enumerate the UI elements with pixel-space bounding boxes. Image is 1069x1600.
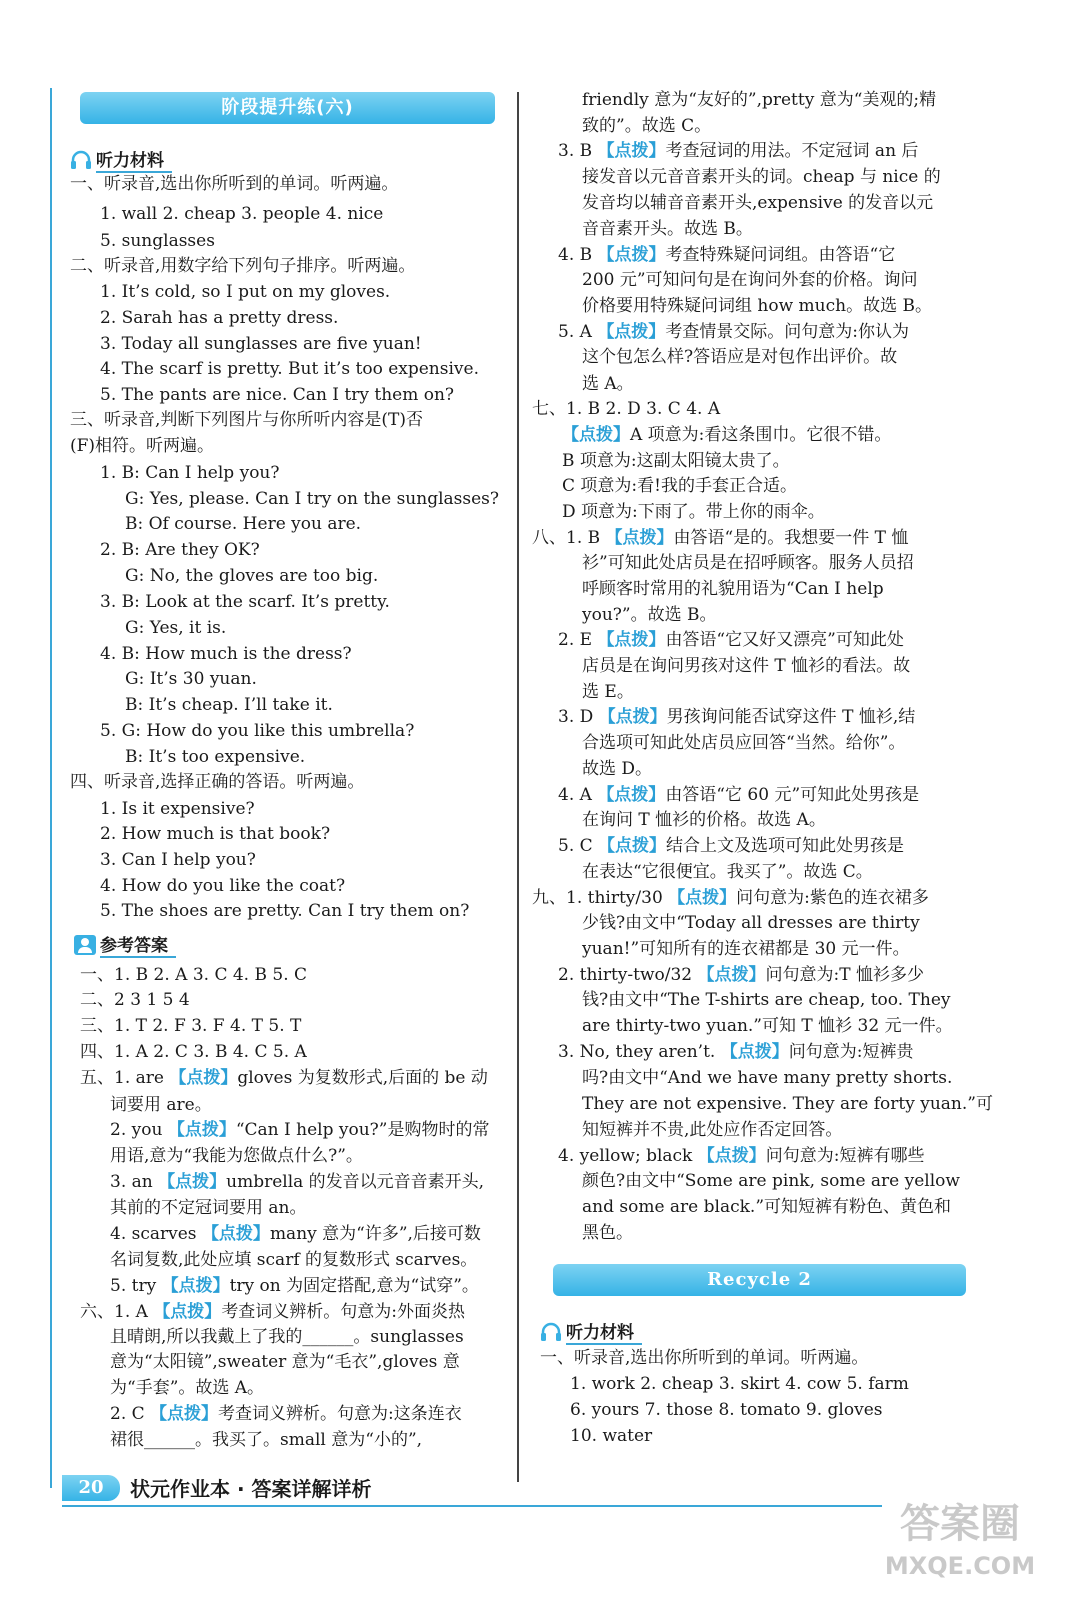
- text-line: 1. Is it expensive?: [100, 799, 255, 819]
- text-line: 2. How much is that book?: [100, 824, 331, 844]
- hint-tag: 【点拨】: [597, 630, 666, 650]
- answer-line: 九、1. thirty/30 【点拨】问句意为:紫色的连衣裙多: [532, 888, 929, 908]
- answer-line: 200 元”可知问句是在询问外套的价格。询问: [582, 270, 918, 290]
- answer-line: 5. try 【点拨】try on 为固定搭配,意为“试穿”。: [110, 1276, 479, 1296]
- text-line: B: It’s too expensive.: [125, 747, 306, 767]
- answer-line: They are not expensive. They are forty yuan.”可: [582, 1094, 993, 1114]
- section-banner-recycle: Recycle 2: [553, 1264, 966, 1296]
- answer-line: 5. A 【点拨】考查情景交际。问句意为:你认为: [558, 322, 910, 342]
- answer-line: 这个包怎么样?答语应是对包作出评价。故: [582, 347, 898, 367]
- watermark-text: 答案圈: [900, 1501, 1020, 1547]
- answer-line: 4. scarves 【点拨】many 意为“许多”,后接可数: [110, 1224, 481, 1244]
- page-number: 20: [62, 1475, 120, 1501]
- answer-line: 八、1. B 【点拨】由答语“是的。我想要一件 T 恤: [532, 528, 909, 548]
- answer-line: friendly 意为“友好的”,pretty 意为“美观的;精: [582, 90, 937, 110]
- text-line: 5. The shoes are pretty. Can I try them on?: [100, 901, 470, 921]
- answer-line: 词要用 are。: [110, 1095, 212, 1115]
- answers-heading: [74, 931, 176, 958]
- hint-tag: 【点拨】: [668, 888, 737, 908]
- answer-line: 其前的不定冠词要用 an。: [110, 1198, 307, 1218]
- text-line: 4. B: How much is the dress?: [100, 644, 352, 664]
- hint-tag: 【点拨】: [562, 425, 630, 445]
- answer-line: 3. B 【点拨】考查冠词的用法。不定冠词 an 后: [558, 141, 919, 161]
- page-footer: [62, 1473, 372, 1502]
- answer-line: 裙很______。我买了。small 意为“小的”,: [110, 1430, 423, 1450]
- hint-tag: 【点拨】: [153, 1302, 222, 1322]
- answer-line: D 项意为:下雨了。带上你的雨伞。: [562, 502, 825, 522]
- answer-line: 4. A 【点拨】由答语“它 60 元”可知此处男孩是: [558, 785, 920, 805]
- hint-tag: 【点拨】: [697, 965, 766, 985]
- answer-line: 5. C 【点拨】结合上文及选项可知此处男孩是: [558, 836, 905, 856]
- answer-line: 4. B 【点拨】考查特殊疑问词组。由答语“它: [558, 245, 896, 265]
- text-line: G: No, the gloves are too big.: [125, 566, 379, 586]
- hint-tag: 【点拨】: [150, 1404, 219, 1424]
- text-line: 一、听录音,选出你所听到的单词。听两遍。: [70, 174, 399, 194]
- hint-tag: 【点拨】: [605, 528, 674, 548]
- hint-tag: 【点拨】: [597, 785, 666, 805]
- text-line: 1. work 2. cheap 3. skirt 4. cow 5. farm: [570, 1374, 909, 1394]
- text-line: (F)相符。听两遍。: [70, 436, 215, 456]
- answer-line: 3. No, they aren’t. 【点拨】问句意为:短裤贵: [558, 1042, 914, 1062]
- answer-line: 一、1. B 2. A 3. C 4. B 5. C: [80, 965, 308, 985]
- answer-line: 吗?由文中“And we have many pretty shorts.: [582, 1068, 953, 1088]
- left-margin-line: [50, 88, 52, 1488]
- answer-line: 黑色。: [582, 1223, 633, 1243]
- listening-heading-left: [70, 146, 172, 173]
- text-line: 1. B: Can I help you?: [100, 463, 280, 483]
- text-line: G: Yes, please. Can I try on the sunglasses?: [125, 489, 499, 509]
- answer-line: 在表达“它很便宜。我买了”。故选 C。: [582, 862, 873, 882]
- text-line: 4. How do you like the coat?: [100, 876, 346, 896]
- answer-line: 发音均以辅音音素开头,expensive 的发音以元: [582, 193, 934, 213]
- answer-line: 2. you 【点拨】“Can I help you?”是购物时的常: [110, 1120, 490, 1140]
- answer-line: 选 E。: [582, 682, 634, 702]
- text-line: G: Yes, it is.: [125, 618, 227, 638]
- hint-tag: 【点拨】: [720, 1042, 789, 1062]
- hint-tag: 【点拨】: [201, 1224, 270, 1244]
- section-banner-stage-six: 阶段提升练(六): [80, 92, 495, 124]
- text-line: B: It’s cheap. I’ll take it.: [125, 695, 333, 715]
- answer-line: 为“手套”。故选 A。: [110, 1378, 265, 1398]
- answer-line: 价格要用特殊疑问词组 how much。故选 B。: [582, 296, 932, 316]
- answer-line: yuan!”可知所有的连衣裙都是 30 元一件。: [582, 939, 910, 959]
- text-line: 2. Sarah has a pretty dress.: [100, 308, 339, 328]
- answer-line: 颜色?由文中“Some are pink, some are yellow: [582, 1171, 960, 1191]
- answer-line: 呼顾客时常用的礼貌用语为“Can I help: [582, 579, 884, 599]
- answer-line: you?”。故选 B。: [582, 605, 717, 625]
- answer-line: and some are black.”可知短裤有粉色、黄色和: [582, 1197, 952, 1217]
- person-icon: [74, 935, 96, 955]
- headphones-icon: [540, 1322, 562, 1342]
- text-line: 5. sunglasses: [100, 231, 215, 251]
- footer-title: 状元作业本 · 答案详解详析: [130, 1477, 372, 1501]
- hint-tag: 【点拨】: [158, 1172, 227, 1192]
- answer-line: 知短裤并不贵,此处应作否定回答。: [582, 1120, 843, 1140]
- answer-line: 合选项可知此处店员应回答“当然。给你”。: [582, 733, 906, 753]
- answer-line: 店员是在询问男孩对这件 T 恤衫的看法。故: [582, 656, 911, 676]
- answer-line: 意为“太阳镜”,sweater 意为“毛衣”,gloves 意: [110, 1352, 460, 1372]
- hint-tag: 【点拨】: [161, 1276, 230, 1296]
- listening-heading-right: [540, 1318, 642, 1345]
- answer-line: 衫”可知此处店员是在招呼顾客。服务人员招: [582, 553, 914, 573]
- hint-tag: 【点拨】: [169, 1068, 238, 1088]
- answers-heading-text: 参考答案: [100, 931, 176, 958]
- answer-line: 选 A。: [582, 374, 634, 394]
- watermark-url: MXQE.COM: [884, 1552, 1036, 1580]
- text-line: B: Of course. Here you are.: [125, 514, 362, 534]
- answer-line: 2. C 【点拨】考查词义辨析。句意为:这条连衣: [110, 1404, 462, 1424]
- answer-line: 接发音以元音音素开头的词。cheap 与 nice 的: [582, 167, 941, 187]
- answer-line: 在询问 T 恤衫的价格。故选 A。: [582, 810, 826, 830]
- hint-tag: 【点拨】: [697, 1146, 766, 1166]
- text-line: 5. The pants are nice. Can I try them on?: [100, 385, 455, 405]
- answer-line: 三、1. T 2. F 3. F 4. T 5. T: [80, 1016, 302, 1036]
- listening-heading-text: 听力材料: [566, 1318, 642, 1345]
- answer-line: 2. E 【点拨】由答语“它又好又漂亮”可知此处: [558, 630, 904, 650]
- answer-line: 3. an 【点拨】umbrella 的发音以元音音素开头,: [110, 1172, 485, 1192]
- text-line: 一、听录音,选出你所听到的单词。听两遍。: [540, 1348, 869, 1368]
- text-line: 3. B: Look at the scarf. It’s pretty.: [100, 592, 390, 612]
- answer-line: C 项意为:看!我的手套正合适。: [562, 476, 797, 496]
- hint-tag: 【点拨】: [597, 245, 666, 265]
- text-line: 2. B: Are they OK?: [100, 540, 260, 560]
- answer-line: are thirty-two yuan.”可知 T 恤衫 32 元一件。: [582, 1016, 953, 1036]
- answer-line: 用语,意为“我能为您做点什么?”。: [110, 1146, 363, 1166]
- hint-tag: 【点拨】: [598, 836, 667, 856]
- answer-line: 四、1. A 2. C 3. B 4. C 5. A: [80, 1042, 307, 1062]
- footer-rule: [62, 1505, 882, 1507]
- text-line: 3. Today all sunglasses are five yuan!: [100, 334, 422, 354]
- column-divider: [517, 92, 519, 1482]
- headphones-icon: [70, 150, 92, 170]
- text-line: G: It’s 30 yuan.: [125, 669, 257, 689]
- answer-line: 故选 D。: [582, 759, 653, 779]
- text-line: 4. The scarf is pretty. But it’s too expensive.: [100, 359, 479, 379]
- answer-line: 名词复数,此处应填 scarf 的复数形式 scarves。: [110, 1250, 478, 1270]
- answer-line: 音音素开头。故选 B。: [582, 219, 753, 239]
- text-line: 四、听录音,选择正确的答语。听两遍。: [70, 772, 365, 792]
- answer-line: 钱?由文中“The T-shirts are cheap, too. They: [582, 990, 951, 1010]
- hint-tag: 【点拨】: [597, 141, 666, 161]
- text-line: 3. Can I help you?: [100, 850, 256, 870]
- answer-line: 二、2 3 1 5 4: [80, 990, 190, 1010]
- answer-line: 【点拨】A 项意为:看这条围巾。它很不错。: [562, 425, 892, 445]
- answer-line: 五、1. are 【点拨】gloves 为复数形式,后面的 be 动: [80, 1068, 488, 1088]
- listening-heading-text: 听力材料: [96, 146, 172, 173]
- text-line: 5. G: How do you like this umbrella?: [100, 721, 415, 741]
- answer-line: 少钱?由文中“Today all dresses are thirty: [582, 913, 920, 933]
- text-line: 6. yours 7. those 8. tomato 9. gloves: [570, 1400, 883, 1420]
- watermark-logo: [870, 1500, 1050, 1595]
- answer-line: 六、1. A 【点拨】考查词义辨析。句意为:外面炎热: [80, 1302, 466, 1322]
- answer-line: 且晴朗,所以我戴上了我的______。sunglasses: [110, 1327, 464, 1347]
- hint-tag: 【点拨】: [167, 1120, 236, 1140]
- text-line: 1. wall 2. cheap 3. people 4. nice: [100, 204, 384, 224]
- answer-line: 3. D 【点拨】男孩询问能否试穿这件 T 恤衫,结: [558, 707, 916, 727]
- text-line: 三、听录音,判断下列图片与你所听内容是(T)否: [70, 410, 424, 430]
- answer-line: 2. thirty-two/32 【点拨】问句意为:T 恤衫多少: [558, 965, 925, 985]
- text-line: 1. It’s cold, so I put on my gloves.: [100, 282, 391, 302]
- answer-line: 4. yellow; black 【点拨】问句意为:短裤有哪些: [558, 1146, 925, 1166]
- text-line: 10. water: [570, 1426, 653, 1446]
- text-line: 二、听录音,用数字给下列句子排序。听两遍。: [70, 256, 416, 276]
- hint-tag: 【点拨】: [598, 707, 667, 727]
- answer-line: 致的”。故选 C。: [582, 116, 712, 136]
- hint-tag: 【点拨】: [597, 322, 666, 342]
- answer-line: B 项意为:这副太阳镜太贵了。: [562, 451, 790, 471]
- answer-line: 七、1. B 2. D 3. C 4. A: [532, 399, 721, 419]
